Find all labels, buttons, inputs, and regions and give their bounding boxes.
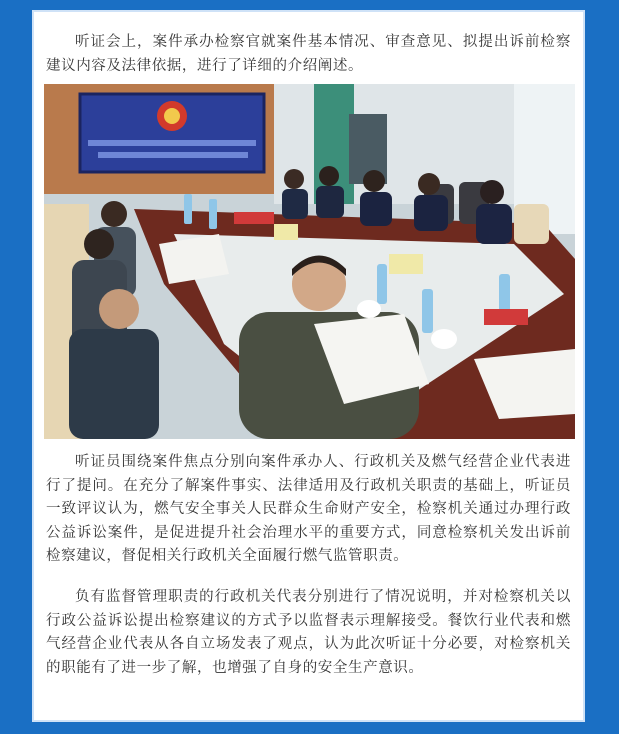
paragraph-questions: 听证员围绕案件焦点分别向案件承办人、行政机关及燃气经营企业代表进行了提问。在充分了解案件事实、法律适用及行政机关职责的基础上，听证员一致评议认为，燃气安全事关人民群众生命财产安全，检察机关通过办理行政公益诉讼案件，是促进提升社会治理水平的重要方式，同意检察机关发出诉前检察建议，督促相关行政机关全面履行燃气监管职责。 [46, 454, 571, 564]
hearing-photo [44, 84, 575, 439]
paragraph-responses: 负有监督管理职责的行政机关代表分别进行了情况说明，并对检察机关以行政公益诉讼提出检察建议的方式予以监督表示理解接受。餐饮行业代表和燃气经营企业代表从各自立场发表了观点，认为此次听证十分必要，对检察机关的职能有了进一步了解，也增强了自身的安全生产意识。 [46, 589, 571, 676]
paragraph-intro: 听证会上，案件承办检察官就案件基本情况、审查意见、拟提出诉前检察建议内容及法律依据，进行了详细的介绍阐述。 [46, 34, 571, 74]
